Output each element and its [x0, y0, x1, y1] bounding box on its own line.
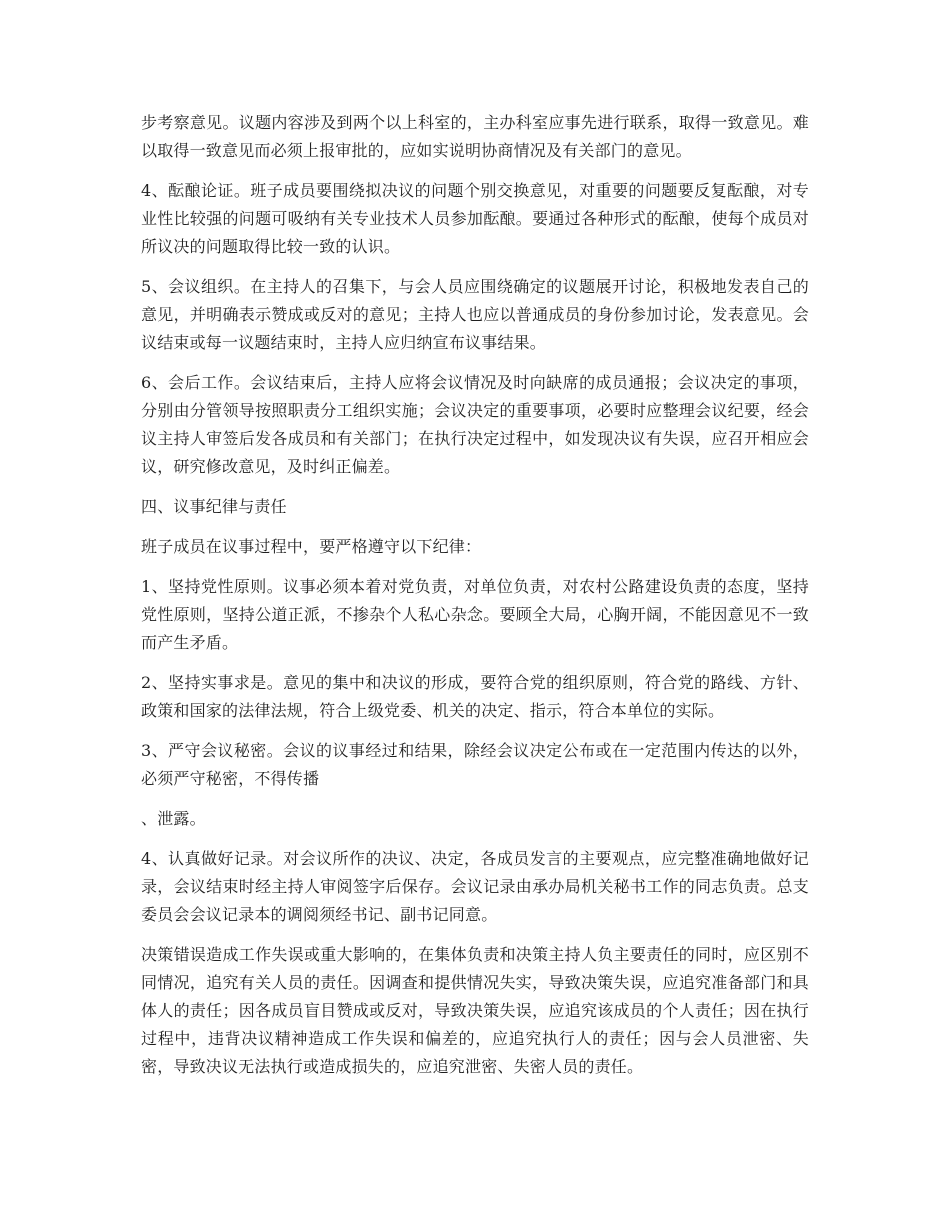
paragraph-accountability: 决策错误造成工作失误或重大影响的，在集体负责和决策主持人负主要责任的同时，应区别不同情况，追究有关人员的责任。因调查和提供情况失实，导致决策失误，应追究准备部门和具体人的责任；因各成员盲目赞成或反对，导致决策失误，应追究该成员的个人责任；因在执行过程中，违背决议精神造成工作失误和偏差的，应追究执行人的责任；因与会人员泄密、失密，导致决议无法执行或造成损失的，应追究泄密、失密人员的责任。 [141, 945, 809, 1076]
paragraph-item-2-seek-truth: 2、坚持实事求是。意见的集中和决议的形成，要符合党的组织原则，符合党的路线、方针、政策和国家的法律法规，符合上级党委、机关的决定、指示，符合本单位的实际。 [141, 673, 809, 720]
section-heading-discipline: 四、议事纪律与责任 [141, 497, 287, 516]
paragraph-item-3-confidentiality: 3、严守会议秘密。会议的议事经过和结果，除经会议决定公布或在一定范围内传达的以外，必须严守秘密，不得传播 [141, 741, 809, 788]
paragraph-item-4-records: 4、认真做好记录。对会议所作的决议、决定，各成员发言的主要观点，应完整准确地做好记录，会议结束时经主持人审阅签字后保存。会议记录由承办局机关秘书工作的同志负责。总支委员会会议记录本的调阅须经书记、副书记同意。 [141, 849, 809, 924]
paragraph-item-5-meeting-organization: 5、会议组织。在主持人的召集下，与会人员应围绕确定的议题展开讨论，积极地发表自己的意见，并明确表示赞成或反对的意见；主持人也应以普通成员的身份参加讨论，发表意见。会议结束或每一议题结束时，主持人应归纳宣布议事结果。 [141, 277, 809, 352]
document-body [141, 109, 809, 1093]
paragraph-continuation: 步考察意见。议题内容涉及到两个以上科室的，主办科室应事先进行联系，取得一致意见。难以取得一致意见而必须上报审批的，应如实说明协商情况及有关部门的意见。 [141, 113, 809, 160]
paragraph-item-3-continuation: 、泄露。 [141, 809, 206, 828]
paragraph-item-1-party-principle: 1、坚持党性原则。议事必须本着对党负责，对单位负责，对农村公路建设负责的态度，坚持党性原则，坚持公道正派，不掺杂个人私心杂念。要顾全大局，心胸开阔，不能因意见不一致而产生矛盾。 [141, 577, 809, 652]
paragraph-item-6-post-meeting: 6、会后工作。会议结束后，主持人应将会议情况及时向缺席的成员通报；会议决定的事项，分别由分管领导按照职责分工组织实施；会议决定的重要事项，必要时应整理会议纪要，经会议主持人审签后发各成员和有关部门；在执行决定过程中，如发现决议有失误，应召开相应会议，研究修改意见，及时纠正偏差。 [141, 373, 809, 476]
paragraph-discipline-intro: 班子成员在议事过程中，要严格遵守以下纪律： [141, 537, 482, 556]
paragraph-item-4-deliberation: 4、酝酿论证。班子成员要围绕拟决议的问题个别交换意见，对重要的问题要反复酝酿，对专业性比较强的问题可吸纳有关专业技术人员参加酝酿。要通过各种形式的酝酿，使每个成员对所议决的问题取得比较一致的认识。 [141, 181, 809, 256]
